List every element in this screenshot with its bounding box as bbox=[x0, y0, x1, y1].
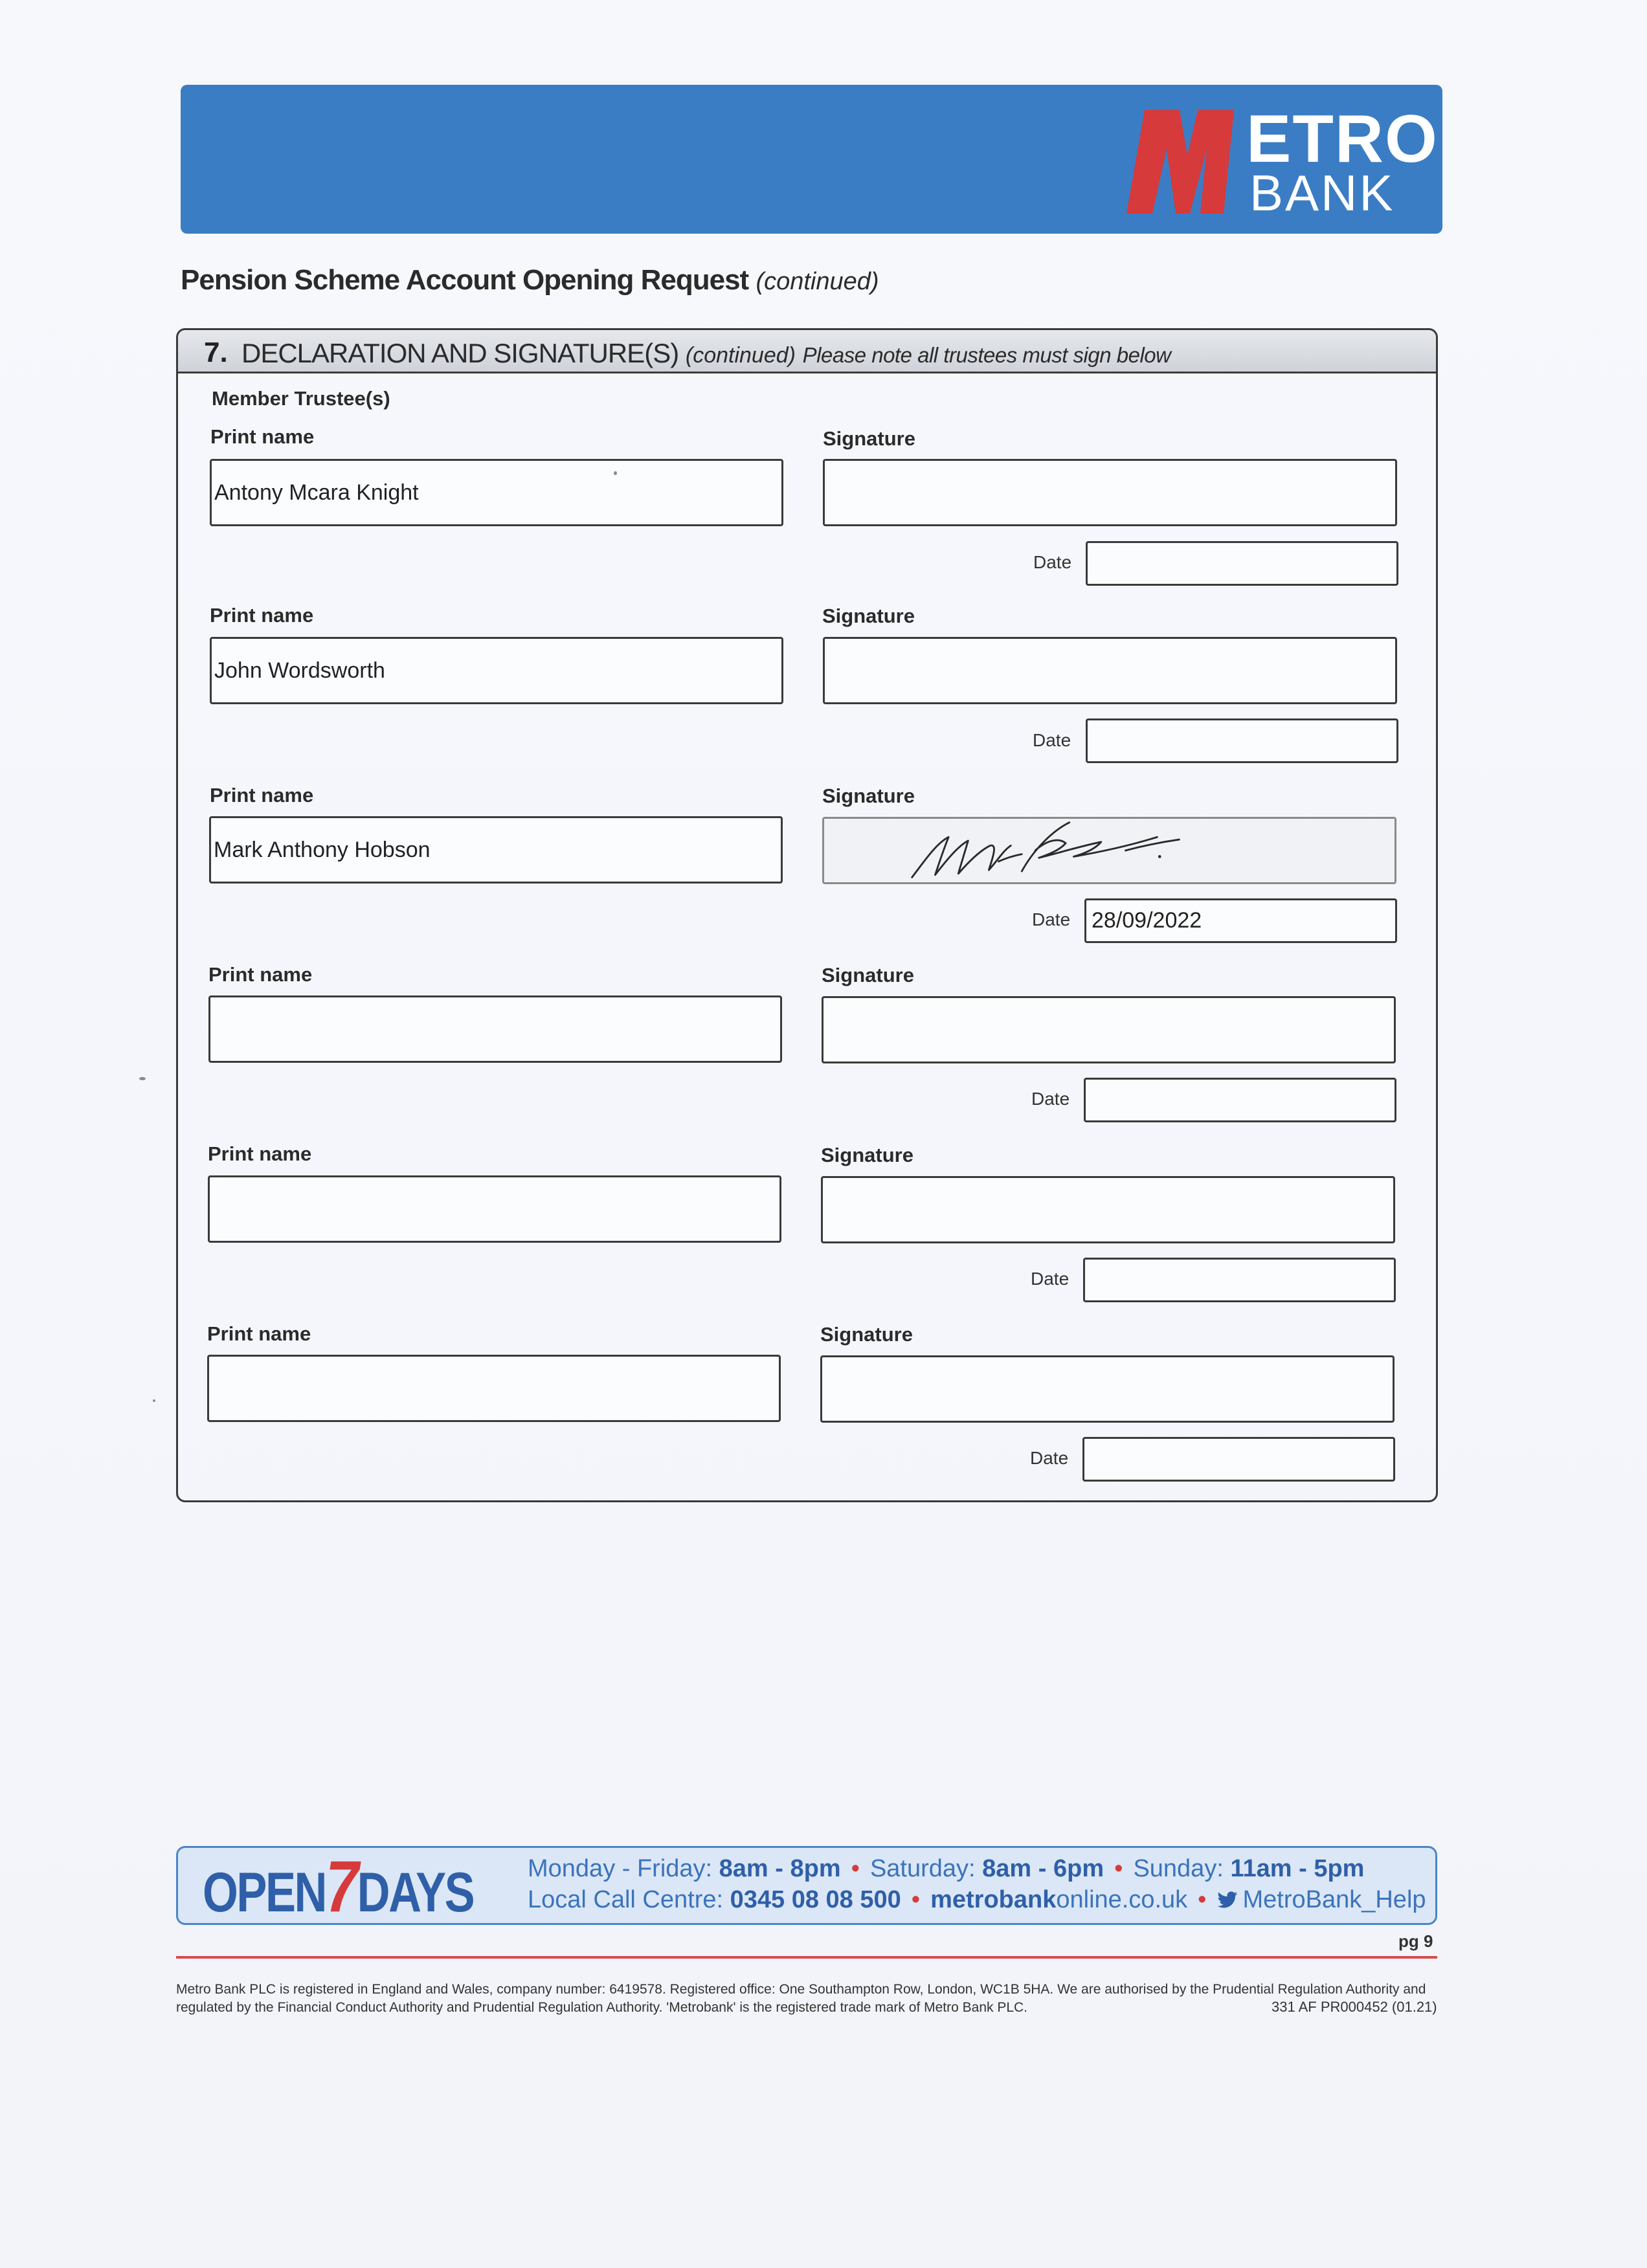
date-label: Date bbox=[1031, 1089, 1070, 1109]
date-label: Date bbox=[1033, 730, 1071, 750]
print-name-field-2[interactable] bbox=[210, 637, 783, 704]
open-7-days-logo bbox=[203, 1846, 474, 1927]
twitter-handle: MetroBank_Help bbox=[1242, 1886, 1426, 1913]
date-label: Date bbox=[1032, 909, 1071, 929]
scan-speck bbox=[139, 1077, 146, 1080]
scan-speck bbox=[153, 1399, 155, 1402]
print-name-label: Print name bbox=[208, 1142, 312, 1165]
seven-text: 7 bbox=[326, 1846, 357, 1927]
logo-m-icon bbox=[1120, 104, 1249, 214]
print-name-field-5[interactable] bbox=[208, 1175, 781, 1243]
footer-divider bbox=[176, 1956, 1437, 1959]
print-name-field-3[interactable] bbox=[209, 816, 783, 884]
page-title-main: Pension Scheme Account Opening Request bbox=[181, 264, 749, 296]
handwritten-signature bbox=[824, 819, 1395, 882]
metro-bank-logo bbox=[1120, 102, 1439, 221]
signature-label: Signature bbox=[820, 1323, 913, 1346]
mon-fri-hours: 8am - 8pm bbox=[719, 1855, 841, 1882]
date-label: Date bbox=[1033, 552, 1072, 572]
date-field-3[interactable] bbox=[1084, 898, 1397, 943]
signature-label: Signature bbox=[822, 784, 915, 807]
website-rest: online.co.uk bbox=[1056, 1886, 1188, 1913]
sunday-hours: 11am - 5pm bbox=[1230, 1855, 1365, 1882]
signature-label: Signature bbox=[821, 1144, 913, 1166]
signature-label: Signature bbox=[822, 605, 915, 627]
signature-label: Signature bbox=[822, 964, 914, 986]
logo-bank-text: BANK bbox=[1249, 164, 1395, 221]
opening-hours-text bbox=[528, 1853, 1426, 1915]
page-title bbox=[181, 264, 879, 296]
hours-line-2 bbox=[528, 1884, 1426, 1915]
bullet-dot: • bbox=[851, 1855, 860, 1882]
section-heading-note: Please note all trustees must sign below bbox=[802, 343, 1171, 367]
saturday-hours: 8am - 6pm bbox=[982, 1855, 1104, 1882]
signature-field-2[interactable] bbox=[823, 637, 1397, 704]
opening-hours-banner bbox=[176, 1846, 1437, 1925]
print-name-field-1[interactable] bbox=[210, 459, 783, 526]
page-number: pg 9 bbox=[1398, 1931, 1433, 1951]
print-name-label: Print name bbox=[207, 1322, 311, 1345]
open-text: OPEN bbox=[203, 1862, 326, 1924]
form-reference: 331 AF PR000452 (01.21) bbox=[1272, 1999, 1437, 2015]
scan-speck bbox=[614, 471, 617, 475]
date-field-1[interactable] bbox=[1086, 541, 1398, 586]
days-text: DAYS bbox=[357, 1862, 474, 1924]
signature-label: Signature bbox=[823, 427, 915, 450]
bullet-dot: • bbox=[911, 1886, 921, 1913]
page-title-suffix: (continued) bbox=[756, 268, 879, 295]
date-field-2[interactable] bbox=[1086, 718, 1398, 763]
website-link[interactable] bbox=[930, 1886, 1187, 1913]
print-name-label: Print name bbox=[210, 604, 314, 627]
print-name-label: Print name bbox=[210, 425, 315, 448]
print-name-field-4[interactable] bbox=[208, 995, 782, 1063]
saturday-label: Saturday: bbox=[869, 1855, 976, 1882]
website-bold: metrobank bbox=[930, 1886, 1057, 1913]
date-field-5[interactable] bbox=[1083, 1258, 1396, 1302]
date-value: 28/09/2022 bbox=[1092, 908, 1202, 933]
print-name-label: Print name bbox=[210, 784, 314, 806]
section-heading bbox=[241, 338, 1171, 369]
date-field-4[interactable] bbox=[1084, 1078, 1396, 1122]
date-label: Date bbox=[1030, 1448, 1069, 1468]
print-name-value: John Wordsworth bbox=[214, 658, 385, 683]
legal-notice: Metro Bank PLC is registered in England and Wales, company number: 6419578. Registered office: One Southampton Row, London, WC1B 5HA. We are authorised by the Prudential Regulation Authority and regulated by the Financial Conduct Authority and Prudential Regulation Authority. 'Metrobank' is the registered trade mark of Metro Bank PLC. bbox=[176, 1982, 1426, 2015]
call-centre-label: Local Call Centre: bbox=[528, 1886, 724, 1913]
twitter-link[interactable] bbox=[1216, 1886, 1426, 1913]
print-name-label: Print name bbox=[208, 963, 313, 986]
mon-fri-label: Monday - Friday: bbox=[528, 1855, 713, 1882]
twitter-bird-icon bbox=[1216, 1891, 1238, 1909]
print-name-value: Antony Mcara Knight bbox=[214, 480, 419, 505]
section-heading-text: DECLARATION AND SIGNATURE(S) bbox=[241, 338, 679, 368]
hours-line-1 bbox=[528, 1853, 1426, 1884]
signature-field-1[interactable] bbox=[823, 459, 1397, 526]
signature-field-6[interactable] bbox=[820, 1355, 1395, 1423]
section-number: 7. bbox=[204, 337, 228, 368]
date-field-6[interactable] bbox=[1082, 1437, 1395, 1482]
section-heading-continued: (continued) bbox=[685, 343, 796, 368]
bullet-dot: • bbox=[1198, 1886, 1207, 1913]
signature-field-3[interactable] bbox=[822, 817, 1396, 884]
logo-etro-text: ETRO bbox=[1246, 102, 1439, 177]
print-name-field-6[interactable] bbox=[207, 1355, 781, 1422]
signature-field-5[interactable] bbox=[821, 1176, 1395, 1243]
member-trustees-label: Member Trustee(s) bbox=[212, 387, 390, 410]
signature-field-4[interactable] bbox=[822, 996, 1396, 1063]
sunday-label: Sunday: bbox=[1133, 1855, 1224, 1882]
call-centre-number: 0345 08 08 500 bbox=[730, 1886, 901, 1913]
section-header bbox=[178, 330, 1436, 373]
bullet-dot: • bbox=[1114, 1855, 1123, 1882]
date-label: Date bbox=[1031, 1269, 1070, 1289]
print-name-value: Mark Anthony Hobson bbox=[214, 838, 431, 862]
